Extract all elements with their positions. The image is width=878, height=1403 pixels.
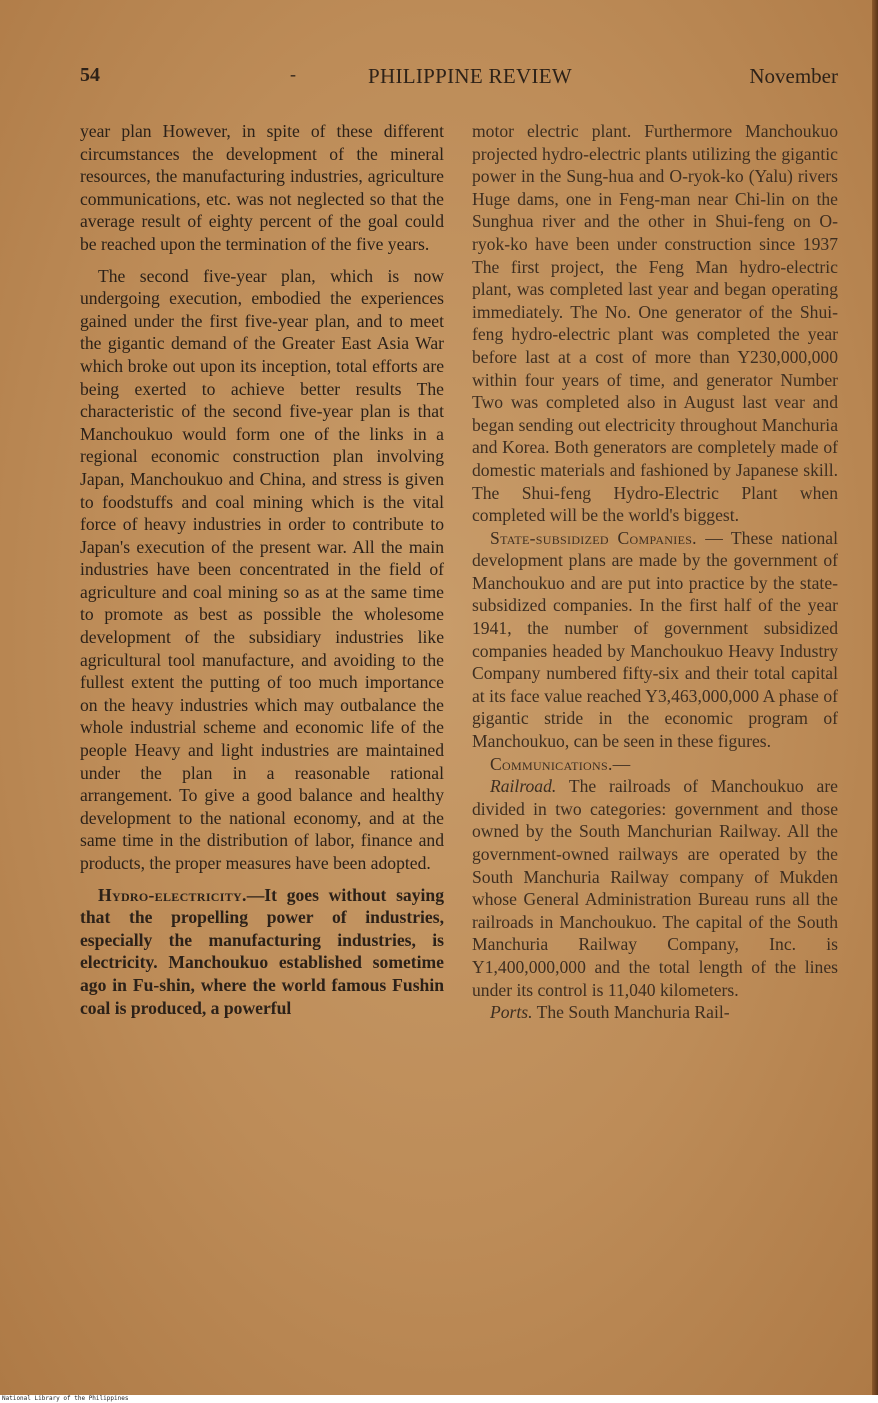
journal-title: PHILIPPINE REVIEW xyxy=(368,64,572,88)
left-paragraph-2: The second five-year plan, which is now undergoing execution, embodied the experiences gained under the first five-year plan, and to meet the gigantic demand of the Greater East Asia War which broke out upon its inception, total efforts are being exerted to achieve better results The characteristic of the second five-year plan is that Manchoukuo would form one of the links in a regional economic construction plan involving Japan, Manchoukuo and China, and stress is given to foodstuffs and coal mining which is the vital force of heavy industries in order to contribute to Japan's execution of the present war. All the main industries have been concentrated in the field of agriculture and coal mining so as at the same time to promote as best as possible the wholesome development of the subsidiary industries like agricultural tool manufacture, and avoiding to the fullest extent the putting of too much importance on the heavy industries which may outbalance the whole industrial scheme and economic life of the people Heavy and light industries are maintained under the plan in a reasonable rational arrangement. To give a good balance and healthy development to the national economy, and at the same time in the distribution of labor, finance and products, the proper measures have been adopted. xyxy=(80,265,444,873)
railroad-paragraph xyxy=(472,775,838,1001)
library-credit: National Library of the Philippines xyxy=(0,1395,878,1403)
issue-month: November xyxy=(749,64,838,88)
ports-heading: Ports. xyxy=(490,1002,533,1023)
ports-paragraph xyxy=(472,1001,838,1024)
state-subsidized-heading: State-subsidized Companies. xyxy=(490,527,697,548)
state-subsidized-paragraph xyxy=(472,527,838,753)
communications-heading: Communications.— xyxy=(490,753,631,774)
railroad-heading: Railroad. xyxy=(490,776,557,797)
railroad-text: The railroads of Manchoukuo are divided in two categories: government and those owned by the South Manchurian Railway. All the government-owned railways are operated by the South Manchuria Railway company of Mukden whose General Administration Bureau runs all the railroads in Manchoukuo. The capital of the South Manchuria Railway Company, Inc. is Y1,400,000,000 and the total length of the lines under its control is 11,040 kilometers. xyxy=(472,776,838,1000)
page-number: 54 xyxy=(80,64,100,86)
running-header xyxy=(80,64,838,96)
right-paragraph-1: motor electric plant. Furthermore Manchoukuo projected hydro-electric plants utilizing the gigantic power in the Sung-hua and O-ryok-ko (Yalu) rivers Huge dams, one in Feng-man near Chi-lin on the Sunghua river and the other in Shui-feng on O-ryok-ko have been under construction since 1937 The first project, the Feng Man hydro-electric plant, was completed last year and began operating immediately. The No. One generator of the Shui-feng hydro-electric plant was completed the year before last at a cost of more than Y230,000,000 within four years of time, and generator Number Two was completed also in August last vear and began sending out electricity throughout Manchuria and Korea. Both generators are completely made of domestic materials and fashioned by Japanese skill. The Shui-feng Hydro-Electric Plant when completed will be the world's biggest. xyxy=(472,121,838,526)
left-column xyxy=(80,120,444,1019)
left-paragraph-1: year plan However, in spite of these different circumstances the development of the mineral resources, the manufacturing industries, agriculture communications, etc. was not neglected so that the average result of eighty percent of the goal could be reached upon the termination of the five years. xyxy=(80,121,444,254)
hydro-electricity-paragraph xyxy=(80,884,444,1020)
hydro-electricity-text: —It goes without saying that the propelling power of industries, especially the manufacturing industries, is electricity. Manchoukuo established sometime ago in Fu-shin, where the world famous Fushin coal is produced, a powerful xyxy=(80,884,444,1018)
state-subsidized-text: — These national development plans are made by the government of Manchoukuo and are put into practice by the state-subsidized companies. In the first half of the year 1941, the number of government subsidized companies headed by Manchoukuo Heavy Industry Company numbered fifty-six and their total capital at its face value reached Y3,463,000,000 A phase of gigantic stride in the economic program of Manchoukuo, can be seen in these figures. xyxy=(472,527,838,752)
right-column xyxy=(472,120,838,1024)
header-separator: - xyxy=(290,64,296,84)
ports-text: The South Manchuria Rail- xyxy=(532,1002,730,1023)
page-edge xyxy=(872,0,878,1395)
hydro-electricity-heading: Hydro-electricity. xyxy=(98,884,247,905)
